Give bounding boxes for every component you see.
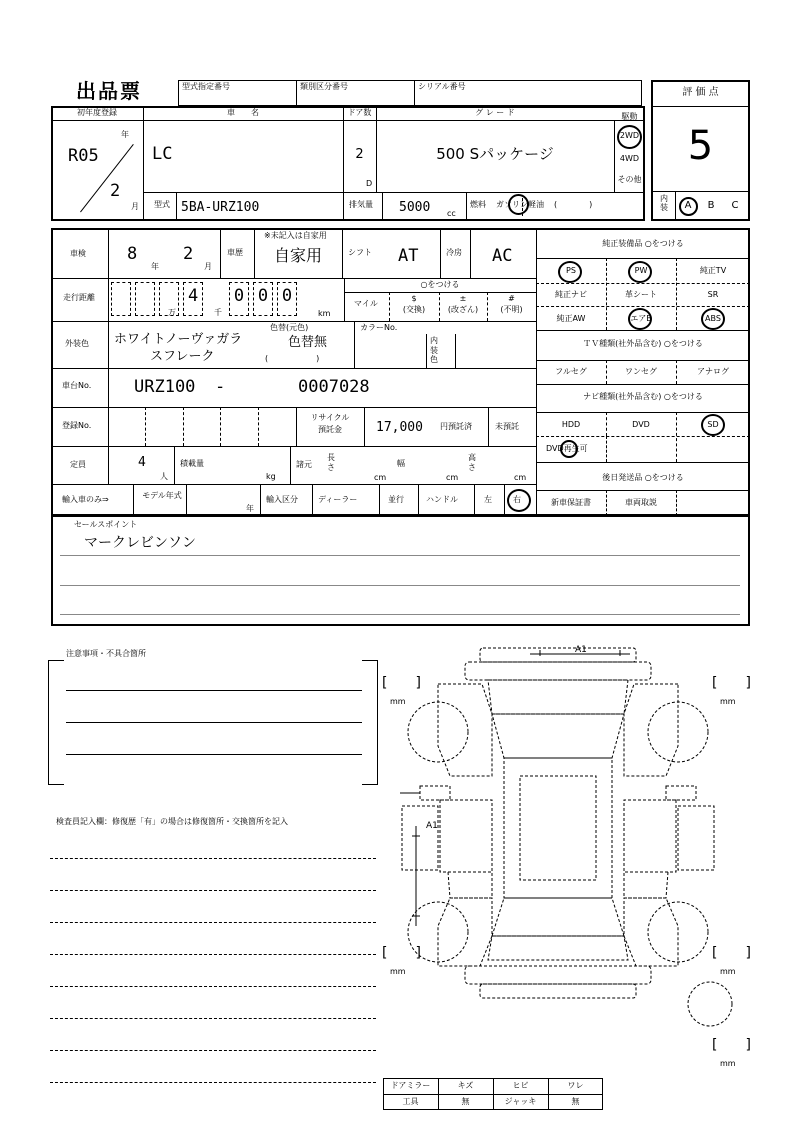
legend-cell: 無 xyxy=(571,1097,580,1106)
mileage-digit: 0 xyxy=(257,286,269,306)
month-unit: 月 xyxy=(204,262,212,271)
year-unit: 年 xyxy=(246,504,254,513)
divider xyxy=(51,484,536,485)
tv-title: ＴＶ種類(社外品含む) ○をつける xyxy=(583,339,703,348)
circle-mark xyxy=(508,194,529,215)
unit-km: km xyxy=(318,309,331,318)
divider xyxy=(536,283,750,284)
id-number-row xyxy=(178,80,642,106)
rule-line xyxy=(50,1050,376,1051)
inspection-label: 車検 xyxy=(70,249,86,258)
divider xyxy=(143,192,645,193)
interior-b: B xyxy=(707,200,715,211)
first-reg-month: 2 xyxy=(110,181,121,201)
load-label: 積載量 xyxy=(180,459,204,468)
divider xyxy=(108,228,109,484)
divider xyxy=(418,484,419,516)
divider xyxy=(536,490,750,491)
divider xyxy=(51,120,645,121)
sales-point-box xyxy=(51,515,750,626)
divider xyxy=(354,321,355,368)
history-value: 自家用 xyxy=(273,246,322,265)
first-reg-label: 初年度登録 xyxy=(77,108,117,117)
divider xyxy=(504,484,505,516)
fuel-label: 燃料 xyxy=(470,200,486,209)
serial-no-label: シリアル番号 xyxy=(418,82,466,91)
rule-line xyxy=(66,754,362,755)
legend-cell: ヒビ xyxy=(512,1081,529,1090)
recycle-label-1: リサイクル xyxy=(310,413,350,422)
equip-leather: 革シート xyxy=(625,290,657,299)
length-label: 長さ xyxy=(327,453,335,472)
divider xyxy=(536,258,750,259)
shift-value: AT xyxy=(398,246,419,266)
equip-navi: 純正ナビ xyxy=(555,290,587,299)
model-designation-no-label: 型式指定番号 xyxy=(182,82,230,91)
circle-mark xyxy=(558,261,582,283)
divider xyxy=(133,484,134,516)
import-label: 輸入車のみ⇒ xyxy=(62,495,109,504)
rule-line xyxy=(50,1082,376,1083)
equip-aw: 純正AW xyxy=(556,314,586,323)
equip-pw: PW xyxy=(634,266,648,275)
divider xyxy=(675,191,676,221)
door-value: 2 xyxy=(355,147,364,162)
caution-label: 注意事項・不具合箇所 xyxy=(66,649,146,658)
divider xyxy=(260,484,261,516)
circle-mark xyxy=(679,197,698,216)
drive-other: その他 xyxy=(617,175,642,184)
chassis-number: 0007028 xyxy=(298,377,370,397)
eval-score: 5 xyxy=(687,123,714,169)
page-title: 出品票 xyxy=(76,79,142,103)
digit-box xyxy=(135,282,155,316)
meter-unknown-symbol: # xyxy=(508,294,515,303)
bracket-fr: [ ] xyxy=(712,675,751,691)
divider xyxy=(51,368,536,369)
divider xyxy=(676,490,677,516)
divider xyxy=(183,407,184,446)
meter-tamper: (改ざん) xyxy=(447,305,479,314)
color-label: 外装色 xyxy=(65,339,89,348)
category-no-label: 類別区分番号 xyxy=(300,82,348,91)
color-change-label: 色替(元色) xyxy=(270,323,309,332)
divider xyxy=(312,484,313,516)
mm-rl: mm xyxy=(390,967,406,976)
inspection-year: 8 xyxy=(127,244,138,264)
rule-line xyxy=(50,954,376,955)
mileage-digit: 0 xyxy=(281,286,293,306)
divider xyxy=(143,106,144,221)
divider xyxy=(466,192,467,221)
circle-mark xyxy=(701,414,725,436)
inspector-label: 検査員記入欄：修復歴「有」の場合は修復箇所・交換箇所を記入 xyxy=(56,817,288,826)
displacement-value: 5000 xyxy=(399,200,431,215)
rule-line xyxy=(60,614,740,615)
car-diagram xyxy=(380,636,760,1076)
divider xyxy=(258,407,259,446)
divider xyxy=(296,80,297,106)
divider xyxy=(51,446,536,447)
divider xyxy=(344,292,536,293)
color-value-2: スフレーク xyxy=(150,349,215,364)
grade-label: グ レ ー ド xyxy=(475,108,515,117)
load-unit: kg xyxy=(266,472,276,481)
mileage-digit: 0 xyxy=(233,286,245,306)
chassis-dash: - xyxy=(215,377,226,397)
later-title: 後日発送品 ○をつける xyxy=(602,473,684,482)
parallel-label: 並行 xyxy=(388,495,404,504)
navi-title: ナビ種類(社外品含む) ○をつける xyxy=(583,392,703,401)
history-label: 車歴 xyxy=(227,248,243,257)
divider xyxy=(651,191,750,192)
circle-mark xyxy=(560,440,578,458)
meter-unknown: (不明) xyxy=(500,305,523,314)
door-suffix: D xyxy=(366,179,373,188)
tv-oneseg: ワンセグ xyxy=(625,367,657,376)
equip-sr: SR xyxy=(707,290,719,299)
divider xyxy=(606,436,607,462)
divider xyxy=(51,321,536,322)
equip-ps: PS xyxy=(566,266,576,275)
divider xyxy=(470,228,471,278)
height-label: 高さ xyxy=(468,453,476,472)
equipment-title: 純正装備品 ○をつける xyxy=(602,239,684,248)
rule-line xyxy=(60,585,740,586)
cm-unit: cm xyxy=(446,473,459,482)
fuel-gasoline: ガソリン xyxy=(496,200,528,209)
displacement-unit: cc xyxy=(447,209,456,218)
steering-label: ハンドル xyxy=(426,495,458,504)
circle-mark xyxy=(617,125,642,149)
divider xyxy=(51,407,536,408)
divider xyxy=(364,407,365,446)
rule-line xyxy=(66,722,362,723)
meter-exchange-symbol: $ xyxy=(411,294,417,303)
legend-cell: ワレ xyxy=(567,1081,584,1090)
bracket-right xyxy=(362,660,378,785)
navi-hdd: HDD xyxy=(561,420,581,429)
divider xyxy=(651,106,750,107)
displacement-label: 排気量 xyxy=(349,200,373,209)
name-label: 車 名 xyxy=(227,108,259,117)
rule-line xyxy=(66,690,362,691)
ac-label: 冷房 xyxy=(446,248,462,257)
interior-color-label: 内装色 xyxy=(430,336,438,365)
rule-line xyxy=(60,555,740,556)
circle-mark xyxy=(507,489,531,512)
year-unit: 年 xyxy=(151,262,159,271)
divider xyxy=(536,306,750,307)
bracket-rl: [ ] xyxy=(382,945,421,961)
mm-rr: mm xyxy=(720,967,736,976)
circle-mark xyxy=(701,308,725,330)
legend-cell: 無 xyxy=(461,1097,470,1106)
door-label: ドア数 xyxy=(347,108,372,117)
mm-spare: mm xyxy=(720,1059,736,1068)
divider xyxy=(342,228,343,278)
sales-label: セールスポイント xyxy=(74,520,138,529)
equip-tv: 純正TV xyxy=(699,266,727,275)
rule-line xyxy=(50,858,376,859)
mileage-label: 走行距離 xyxy=(63,293,95,302)
right-label: 右 xyxy=(513,495,521,504)
model-value: 5BA-URZ100 xyxy=(181,200,260,215)
import-class-label: 輸入区分 xyxy=(266,495,298,504)
digit-box xyxy=(183,282,203,316)
divider xyxy=(186,484,187,516)
month-unit: 月 xyxy=(131,202,139,211)
divider xyxy=(536,436,750,437)
navi-sd: SD xyxy=(707,420,719,429)
model-year-label: モデル年式 xyxy=(142,491,182,500)
capacity-label: 定員 xyxy=(70,460,86,469)
navi-dvd: DVD xyxy=(632,420,650,429)
mark-top: A1 xyxy=(575,645,587,655)
divider xyxy=(440,228,441,278)
legend-cell: ドアミラー xyxy=(390,1081,431,1090)
color-change-value: 色替無 xyxy=(288,335,328,350)
shift-label: シフト xyxy=(348,248,372,257)
meter-exchange: (交換) xyxy=(402,305,426,314)
divider xyxy=(382,192,383,221)
chassis-prefix: URZ100 xyxy=(134,377,196,397)
divider xyxy=(51,278,536,279)
sales-value: マークレビンソン xyxy=(84,535,196,551)
rule-line xyxy=(50,1018,376,1019)
equip-abs: ABS xyxy=(705,314,721,323)
rule-line xyxy=(50,986,376,987)
cm-unit: cm xyxy=(514,473,527,482)
legend-cell: ジャッキ xyxy=(504,1097,537,1106)
recycle-unit: 円預託済 xyxy=(440,422,472,431)
dvd-play: DVD再生可 xyxy=(546,444,588,453)
later-manual: 車両取説 xyxy=(625,498,657,507)
meter-tamper-symbol: ± xyxy=(459,294,467,303)
divider xyxy=(220,407,221,446)
history-note: ※未記入は自家用 xyxy=(264,231,327,240)
rule-line xyxy=(50,922,376,923)
later-warranty: 新車保証書 xyxy=(551,498,591,507)
color-change-paren: ( ) xyxy=(265,354,320,363)
divider xyxy=(536,360,750,361)
reg-no-label: 登録No. xyxy=(62,421,92,430)
bracket-spare: [ ] xyxy=(712,1037,751,1053)
tv-fullseg: フルセグ xyxy=(555,367,587,376)
divider xyxy=(343,192,344,221)
divider xyxy=(176,192,177,221)
divider xyxy=(379,484,380,516)
tv-analog: アナログ xyxy=(697,367,729,376)
eval-label: 評 価 点 xyxy=(682,87,719,98)
chassis-label: 車台No. xyxy=(62,381,92,390)
divider xyxy=(220,228,221,278)
mileage-man: 4 xyxy=(188,286,199,306)
drive-label: 駆動 xyxy=(621,112,638,121)
drive-2wd: 2WD xyxy=(619,131,640,140)
dealer-label: ディーラー xyxy=(318,495,358,504)
bracket-rr: [ ] xyxy=(712,945,751,961)
divider xyxy=(414,80,415,106)
circle-mark xyxy=(628,308,652,330)
divider xyxy=(145,407,146,446)
divider xyxy=(290,446,291,484)
bracket-fl: [ ] xyxy=(382,675,421,691)
divider xyxy=(536,412,750,413)
recycle-label-2: 預託金 xyxy=(318,425,342,434)
legend-cell: 工具 xyxy=(402,1097,419,1106)
capacity-value: 4 xyxy=(138,455,146,470)
divider xyxy=(174,446,175,484)
divider xyxy=(455,334,456,368)
digit-box xyxy=(111,282,131,316)
year-unit: 年 xyxy=(121,130,129,139)
mileage-unit: マイル xyxy=(354,299,378,308)
fuel-diesel: 軽油 xyxy=(528,200,544,209)
capacity-unit: 人 xyxy=(160,472,168,481)
bracket-left xyxy=(48,660,64,785)
mm-fl: mm xyxy=(390,697,406,706)
mileage-circle-note: ○をつける xyxy=(420,280,460,289)
left-label: 左 xyxy=(484,495,492,504)
divider xyxy=(488,407,489,446)
color-no-label: カラーNo. xyxy=(360,323,398,332)
divider xyxy=(536,462,750,463)
name-value: LC xyxy=(152,144,173,164)
recycle-unpaid: 未預託 xyxy=(495,422,519,431)
mm-fr: mm xyxy=(720,697,736,706)
dimensions-label: 諸元 xyxy=(296,460,312,469)
width-label: 幅 xyxy=(397,459,405,468)
equip-airbag: エアB xyxy=(630,314,652,323)
color-value-1: ホワイトノーヴァガラ xyxy=(114,332,243,347)
inspection-month: 2 xyxy=(183,244,194,264)
divider xyxy=(536,330,750,331)
unit-sen: 千 xyxy=(214,308,222,317)
cm-unit: cm xyxy=(374,473,387,482)
model-label: 型式 xyxy=(154,200,170,209)
first-reg-era: R05 xyxy=(68,146,99,166)
interior-label: 内装 xyxy=(660,194,668,212)
grade-value: 500 Sパッケージ xyxy=(436,145,554,163)
divider xyxy=(536,384,750,385)
legend-cell: キズ xyxy=(457,1081,474,1090)
unit-man: 万 xyxy=(168,308,176,317)
divider xyxy=(676,412,677,462)
ac-value: AC xyxy=(492,246,513,266)
recycle-value: 17,000 xyxy=(376,420,423,435)
drive-4wd: 4WD xyxy=(619,154,640,163)
mark-left: A1 xyxy=(426,821,438,831)
divider xyxy=(474,484,475,516)
interior-c: C xyxy=(731,200,739,211)
fuel-paren: ( ) xyxy=(554,200,593,209)
rule-line xyxy=(50,890,376,891)
interior-a: A xyxy=(684,200,692,211)
circle-mark xyxy=(628,261,652,283)
divider xyxy=(426,334,427,368)
